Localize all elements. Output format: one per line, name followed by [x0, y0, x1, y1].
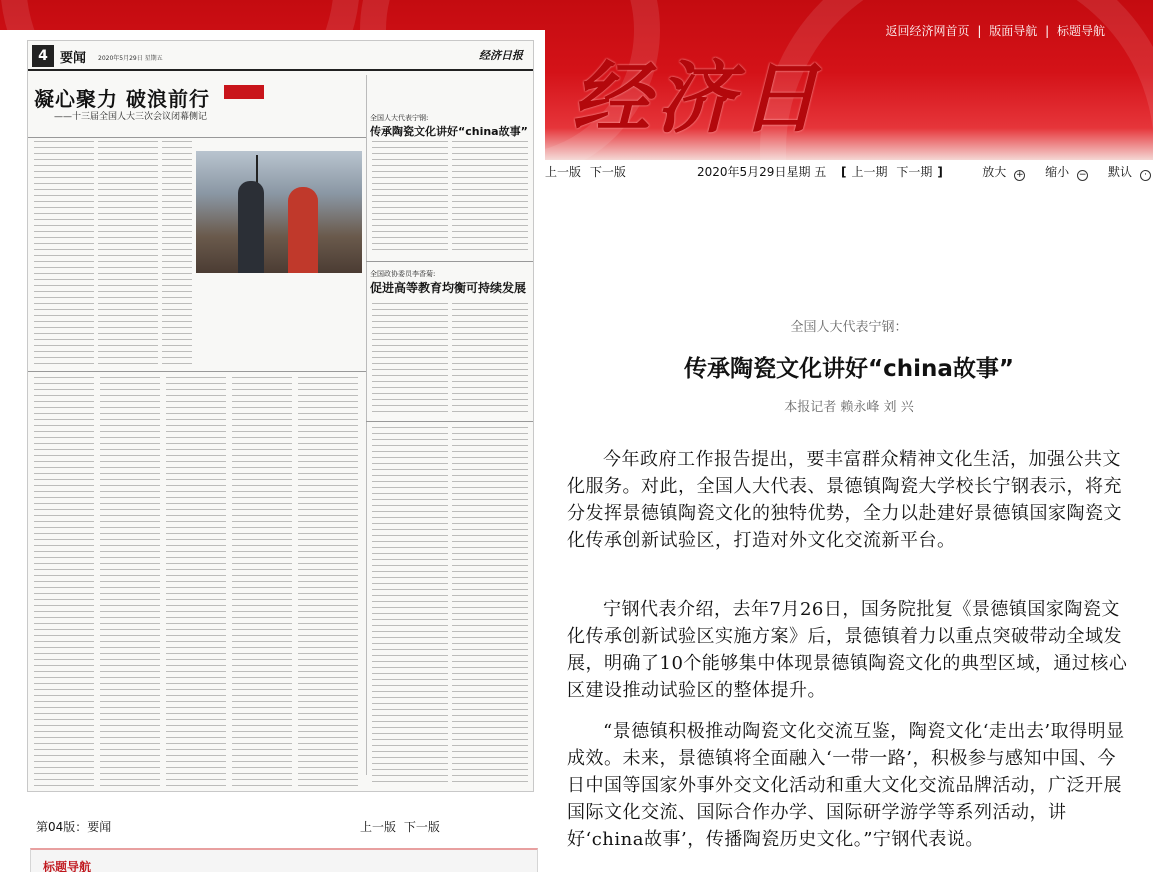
issue-date: 2020年5月29日星期 五: [697, 165, 827, 179]
prev-issue-link[interactable]: 上一期: [851, 165, 888, 179]
next-page-link[interactable]: 下一版: [589, 165, 626, 179]
article-headline: 传承陶瓷文化讲好“china故事”: [683, 356, 1015, 382]
article-paragraph: 宁钢代表介绍，去年7月26日，国务院批复《景德镇国家陶瓷文化传承创新试验区实施方案》后，景德镇着力以重点突破带动全域发展，明确了10个能够集中体现景德镇陶瓷文化的典型区域，通过核心区建设推动试验区的整体提升。: [567, 599, 1128, 701]
circle-icon: ·: [1140, 170, 1151, 181]
left-page-nav: [360, 818, 444, 835]
page-thumbnail-panel: [0, 30, 545, 872]
scan-right-headline[interactable]: 传承陶瓷文化讲好“china故事”: [370, 125, 528, 138]
article-byline: 本报记者 赖永峰 刘 兴: [784, 400, 914, 415]
plus-icon: +: [1016, 170, 1024, 180]
zoom-controls: [966, 163, 1151, 181]
page-nav: [545, 163, 631, 180]
scan-date: 2020年5月29日 星期五: [98, 55, 163, 62]
article-kicker: 全国人大代表宁钢：: [790, 320, 908, 335]
left-prev-page-link[interactable]: 上一版: [360, 820, 397, 834]
minus-icon: −: [1078, 170, 1087, 180]
scan-right2-kicker: 全国政协委员李香菊:: [370, 270, 436, 278]
scan-red-badge: [224, 85, 264, 99]
next-issue-link[interactable]: 下一期: [896, 165, 933, 179]
zoom-in-button[interactable]: 放大 +: [982, 165, 1024, 180]
scan-main-headline[interactable]: 凝心聚力 破浪前行: [34, 87, 210, 111]
title-nav-link[interactable]: 标题导航: [1056, 24, 1105, 38]
article-nav-bar: [545, 160, 1153, 184]
zoom-default-button[interactable]: 默认 ·: [1100, 165, 1151, 179]
article-paragraph: “景德镇积极推动陶瓷文化交流互鉴，陶瓷文化‘走出去’取得明显成效。未来，景德镇将全面融入‘一带一路’，积极参与感知中国、今日中国等国家外事外交文化活动和重大文化交流品牌活动，广泛开展国际文化交流、国际合作办学、国际研学游学等系列活动，讲好‘china故事’，传播陶瓷历史文化。”宁钢代表说。: [567, 721, 1125, 850]
scan-right2-headline[interactable]: 促进高等教育均衡可持续发展: [370, 281, 527, 295]
title-nav-heading[interactable]: 标题导航: [43, 860, 92, 872]
page-scan-image[interactable]: [27, 40, 534, 792]
title-nav-panel: [30, 848, 538, 872]
issue-nav: [ 上一期 下一期 ]: [841, 165, 943, 179]
home-link[interactable]: 返回经济网首页: [885, 24, 970, 38]
newspaper-logo: 经济日: [572, 53, 825, 144]
article-body: [545, 184, 1153, 872]
scan-main-subtitle: ——十三届全国人大三次会议闭幕侧记: [54, 112, 208, 122]
prev-page-link[interactable]: 上一版: [545, 165, 582, 179]
left-next-page-link[interactable]: 下一版: [403, 820, 440, 834]
scan-section: 要闻: [60, 51, 87, 66]
scan-brand: 经济日报: [479, 49, 523, 62]
top-links: 返回经济网首页 | 版面导航 | 标题导航: [885, 24, 1105, 38]
zoom-out-button[interactable]: 缩小 −: [1045, 165, 1087, 180]
news-photo: [196, 151, 362, 273]
layout-nav-link[interactable]: 版面导航: [989, 24, 1038, 38]
scan-right-kicker: 全国人大代表宁钢:: [370, 114, 429, 122]
current-page-label: 第04版：要闻: [36, 820, 112, 834]
scan-page-number: 4: [32, 45, 54, 67]
scan-header: [28, 41, 533, 71]
article-paragraph: 今年政府工作报告提出，要丰富群众精神文化生活，加强公共文化服务。对此，全国人大代表、景德镇陶瓷大学校长宁钢表示，将充分发挥景德镇陶瓷文化的独特优势，全力以赴建好景德镇国家陶瓷文化传承创新试验区，打造对外文化交流新平台。: [567, 449, 1122, 551]
